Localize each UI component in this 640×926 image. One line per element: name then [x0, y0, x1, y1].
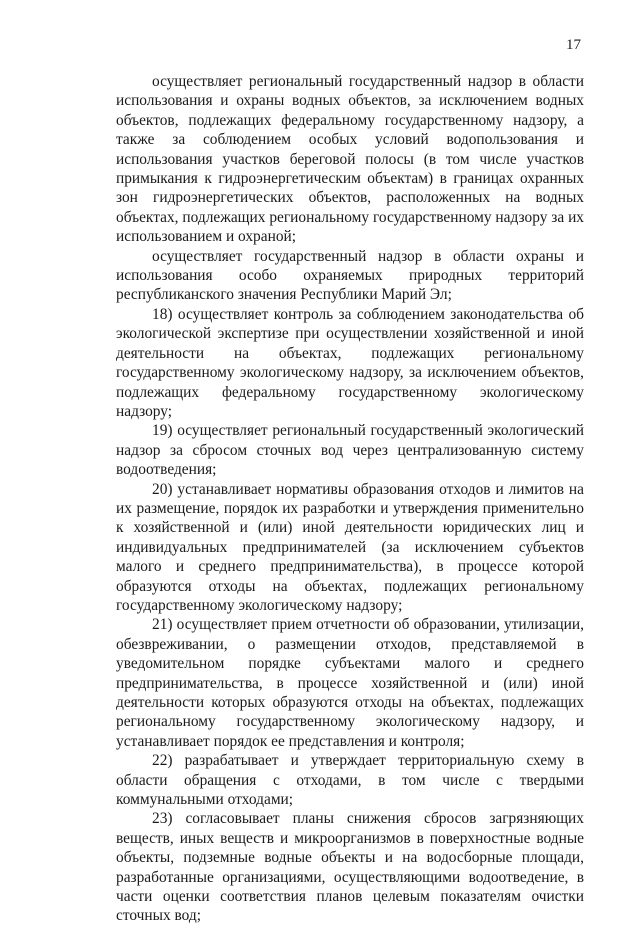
document-body: [116, 72, 584, 926]
paragraph-item-21: 21) осуществляет прием отчетности об образовании, утилизации, обезвреживании, о размещении отходов, представляемой в уведомительном порядке субъектами малого и среднего предпринимательства, в процессе хозяйственной и (или) иной деятельности которых образуются отходы на объектах, подлежащих региональному государственному экологическому надзору, и устанавливает порядок ее представления и контроля;: [116, 616, 584, 750]
paragraph-protected-territories: осуществляет государственный надзор в области охраны и использования особо охраняемых природных территорий республиканского значения Республики Марий Эл;: [116, 247, 584, 304]
paragraph-item-20: 20) устанавливает нормативы образования отходов и лимитов на их размещение, порядок их разработки и утверждения применительно к хозяйственной и (или) иной деятельности юридических лиц и индивидуальных предпринимателей (за исключением субъектов малого и среднего предпринимательства), в процессе которой образуются отходы на объектах, подлежащих региональному государственному экологическому надзору;: [116, 480, 584, 614]
paragraph-item-18: 18) осуществляет контроль за соблюдением законодательства об экологической экспертизе при осуществлении хозяйственной и иной деятельности на объектах, подлежащих региональному государственному экологическому надзору, за исключением объектов, подлежащих федеральному государственному экологическому надзору;: [116, 305, 584, 420]
paragraph-water-supervision: осуществляет региональный государственный надзор в области использования и охраны водных объектов, за исключением водных объектов, подлежащих федеральному государственному надзору, а также за соблюдением особых условий водопользования и использования участков береговой полосы (в том числе участков примыкания к гидроэнергетическим объектам) в границах охранных зон гидроэнергетических объектов, расположенных на водных объектах, подлежащих региональному государственному надзору за их использованием и охраной;: [116, 73, 584, 246]
page-number: 17: [566, 37, 581, 53]
paragraph-item-23: 23) согласовывает планы снижения сбросов загрязняющих веществ, иных веществ и микроорганизмов в поверхностные водные объекты, подземные водные объекты и на водосборные площади, разработанные организациями, осуществляющими водоотведение, в части оценки соответствия планов целевым показателям очистки сточных вод;: [116, 810, 584, 925]
paragraph-item-19: 19) осуществляет региональный государственный экологический надзор за сбросом сточных вод через централизованную систему водоотведения;: [116, 422, 584, 479]
paragraph-item-22: 22) разрабатывает и утверждает территориальную схему в области обращения с отходами, в том числе с твердыми коммунальными отходами;: [116, 752, 584, 809]
